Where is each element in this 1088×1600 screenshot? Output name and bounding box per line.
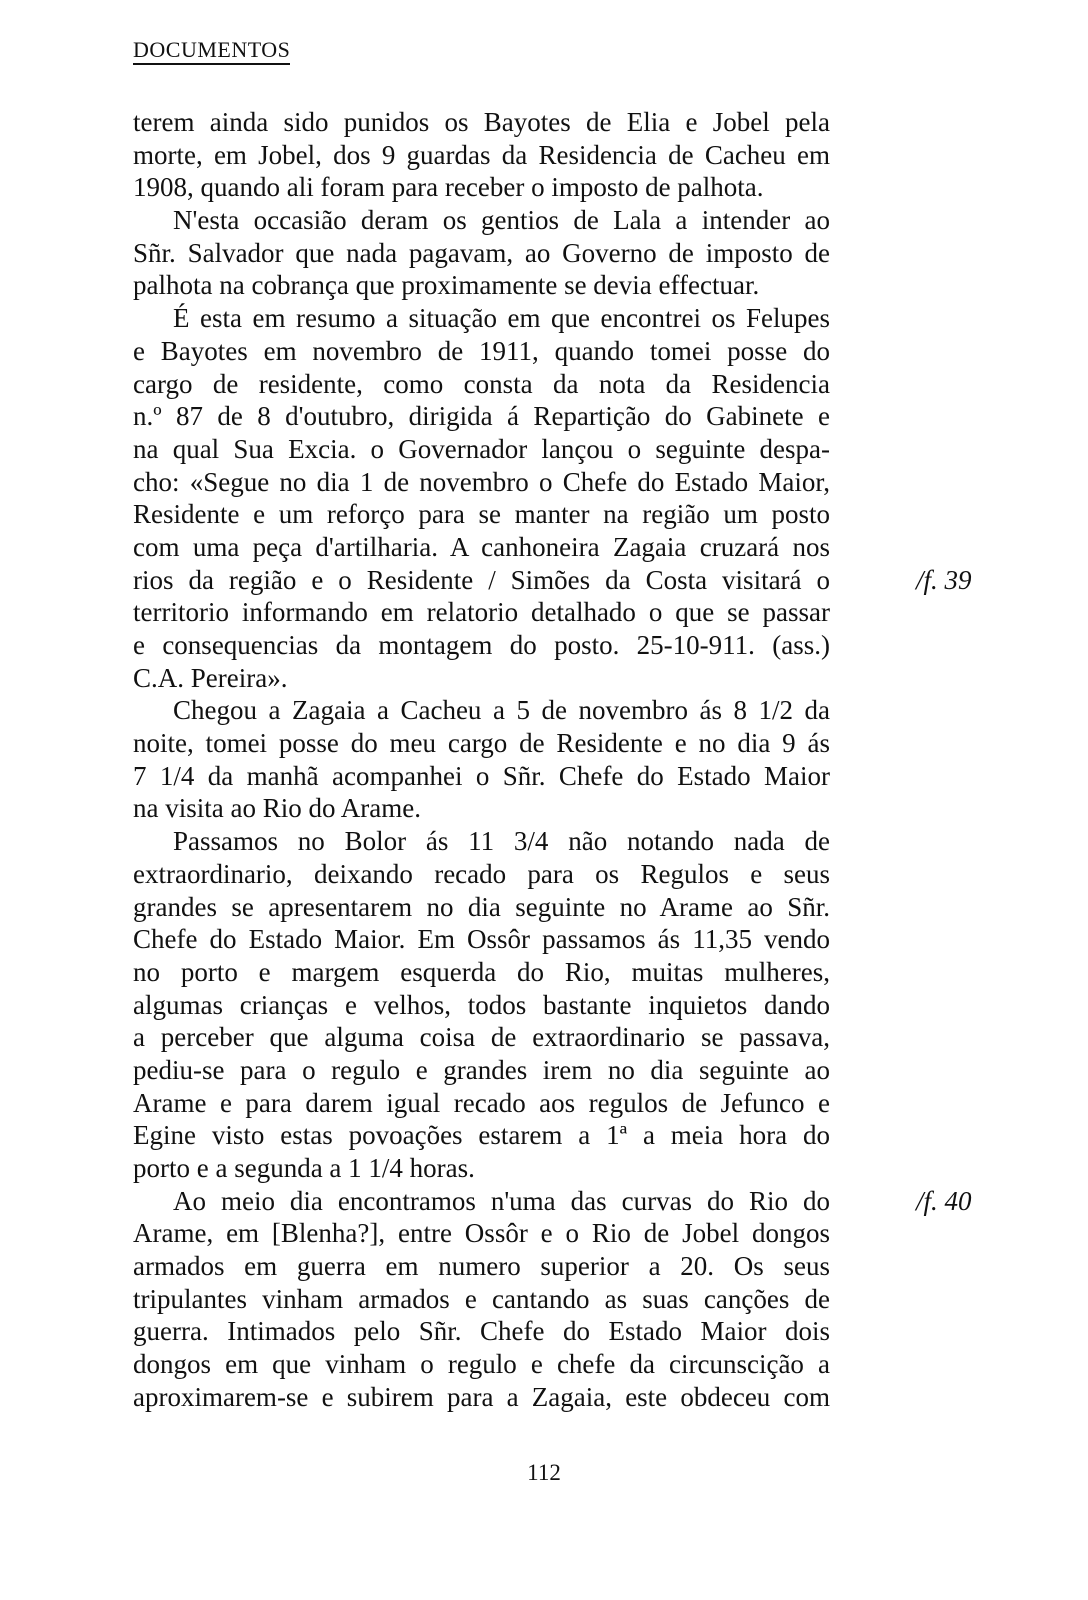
page-number: 112 (527, 1460, 561, 1485)
text-line: Ao meio dia encontramos n'uma das curvas do Rio do (173, 1185, 830, 1216)
text-line: Arame e para darem igual recado aos regulos de Jefunco e (133, 1087, 830, 1118)
text-line: palhota na cobrança que proximamente se devia effectuar. (133, 270, 760, 301)
text-line: 7 1/4 da manhã acompanhei o Sñr. Chefe do Estado Maior (133, 760, 830, 791)
running-header: DOCUMENTOS (133, 38, 290, 65)
text-line: morte, em Jobel, dos 9 guardas da Residencia de Cacheu em (133, 139, 830, 170)
text-line: N'esta occasião deram os gentios de Lala a intender ao (173, 205, 830, 236)
text-line: cargo de residente, como consta da nota da Residencia (133, 368, 830, 399)
text-line: tripulantes vinham armados e cantando as suas canções de (133, 1283, 830, 1314)
text-line: na qual Sua Excia. o Governador lançou o seguinte despa- (133, 433, 830, 464)
text-line: rios da região e o Residente / Simões da Costa visitará o (133, 564, 830, 595)
folio-margin-note: /f. 39 (916, 564, 972, 595)
text-line: É esta em resumo a situação em que encontrei os Felupes (173, 303, 830, 334)
body-text (133, 106, 830, 1414)
text-line: Chegou a Zagaia a Cacheu a 5 de novembro ás 8 1/2 da (173, 695, 830, 726)
text-line: dongos em que vinham o regulo e chefe da circunscição a (133, 1349, 830, 1380)
text-line: Passamos no Bolor ás 11 3/4 não notando nada de (173, 826, 830, 857)
text-line: algumas crianças e velhos, todos bastante inquietos dando (133, 989, 830, 1020)
text-line: grandes se apresentarem no dia seguinte no Arame ao Sñr. (133, 891, 830, 922)
text-line: Sñr. Salvador que nada pagavam, ao Governo de imposto de (133, 237, 830, 268)
text-line: guerra. Intimados pelo Sñr. Chefe do Estado Maior dois (133, 1316, 830, 1347)
text-line: territorio informando em relatorio detalhado o que se passar (133, 597, 830, 628)
text-line: extraordinario, deixando recado para os Regulos e seus (133, 858, 830, 889)
text-line: Residente e um reforço para se manter na região um posto (133, 499, 830, 530)
text-line: noite, tomei posse do meu cargo de Residente e no dia 9 ás (133, 728, 830, 759)
text-line: a perceber que alguma coisa de extraordinario se passava, (133, 1022, 830, 1053)
folio-margin-note: /f. 40 (916, 1186, 972, 1217)
text-line: na visita ao Rio do Arame. (133, 793, 421, 824)
text-line: cho: «Segue no dia 1 de novembro o Chefe do Estado Maior, (133, 466, 830, 497)
text-line: armados em guerra em numero superior a 20. Os seus (133, 1251, 830, 1282)
text-line: Chefe do Estado Maior. Em Ossôr passamos ás 11,35 vendo (133, 924, 830, 955)
text-line: e Bayotes em novembro de 1911, quando tomei posse do (133, 335, 830, 366)
text-line: n.º 87 de 8 d'outubro, dirigida á Repartição do Gabinete e (133, 401, 830, 432)
text-line: Egine visto estas povoações estarem a 1ª a meia hora do (133, 1120, 830, 1151)
text-line: porto e a segunda a 1 1/4 horas. (133, 1153, 475, 1183)
text-line: terem ainda sido punidos os Bayotes de Elia e Jobel pela (133, 107, 830, 137)
text-line: e consequencias da montagem do posto. 25-10-911. (ass.) (133, 630, 830, 660)
text-line: 1908, quando ali foram para receber o imposto de palhota. (133, 172, 764, 203)
text-line: C.A. Pereira». (133, 662, 288, 693)
text-line: Arame, em [Blenha?], entre Ossôr e o Rio de Jobel dongos (133, 1218, 830, 1249)
text-line: aproximarem-se e subirem para a Zagaia, este obdeceu com (133, 1381, 830, 1412)
text-line: pediu-se para o regulo e grandes irem no dia seguinte ao (133, 1054, 830, 1085)
text-line: com uma peça d'artilharia. A canhoneira Zagaia cruzará nos (133, 531, 830, 562)
text-line: no porto e margem esquerda do Rio, muitas mulheres, (133, 956, 830, 987)
